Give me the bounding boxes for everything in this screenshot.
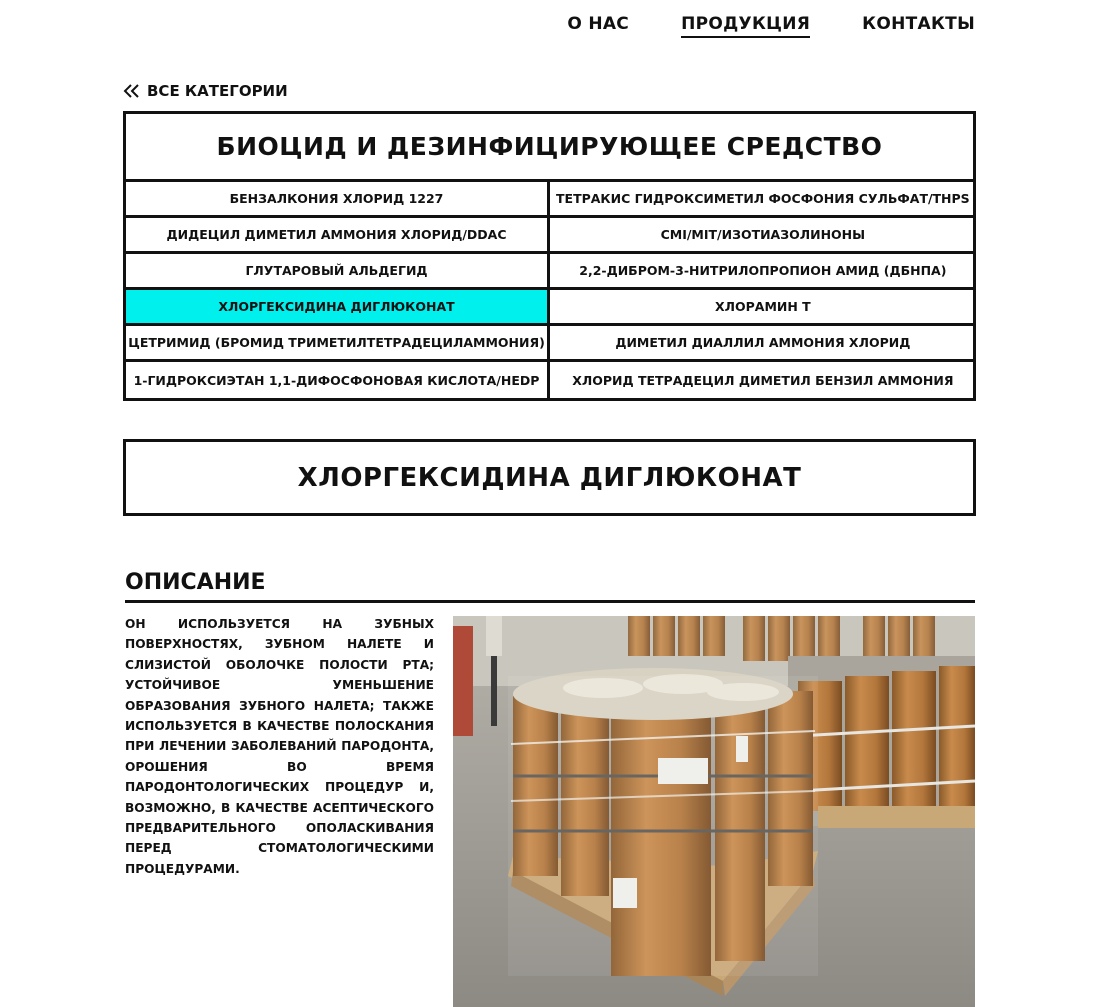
nav-about[interactable]: О НАС xyxy=(567,14,630,34)
all-categories-link[interactable] xyxy=(123,82,288,100)
main-nav xyxy=(567,14,975,38)
category-item[interactable]: БЕНЗАЛКОНИЯ ХЛОРИД 1227 xyxy=(126,182,550,218)
description-text: ОН ИСПОЛЬЗУЕТСЯ НА ЗУБНЫХ ПОВЕРХНОСТЯХ, ЗУБНОМ НАЛЕТЕ И СЛИЗИСТОЙ ОБОЛОЧКЕ ПОЛОСТИ РТА; УСТОЙЧИВОЕ УМЕНЬШЕНИЕ ОБРАЗОВАНИЯ ЗУБНОГО НАЛЕТА; ТАКЖЕ ИСПОЛЬЗУЕТСЯ В КАЧЕСТВЕ ПОЛОСКАНИЯ ПРИ ЛЕЧЕНИИ ЗАБОЛЕВАНИЙ ПАРОДОНТА, ОРОШЕНИЯ ВО ВРЕМЯ ПАРОДОНТОЛОГИЧЕСКИХ ПРОЦЕДУР И, ВОЗМОЖНО, В КАЧЕСТВЕ АСЕПТИЧЕСКОГО ПРЕДВАРИТЕЛЬНОГО ОПОЛАСКИВАНИЯ ПЕРЕД СТОМАТОЛОГИЧЕСКИМИ ПРОЦЕДУРАМИ. xyxy=(125,617,434,876)
category-item[interactable]: ТЕТРАКИС ГИДРОКСИМЕТИЛ ФОСФОНИЯ СУЛЬФАТ/THPS xyxy=(550,182,976,218)
double-chevron-left-icon xyxy=(123,82,141,100)
category-item[interactable]: ГЛУТАРОВЫЙ АЛЬДЕГИД xyxy=(126,254,550,290)
category-item[interactable]: 2,2-ДИБРОМ-3-НИТРИЛОПРОПИОН АМИД (ДБНПА) xyxy=(550,254,976,290)
all-categories-label: ВСЕ КАТЕГОРИИ xyxy=(147,82,288,100)
product-title: ХЛОРГЕКСИДИНА ДИГЛЮКОНАТ xyxy=(123,439,976,516)
category-item[interactable]: ДИДЕЦИЛ ДИМЕТИЛ АММОНИЯ ХЛОРИД/DDAC xyxy=(126,218,550,254)
pallet-drums-image xyxy=(453,616,975,1007)
category-item[interactable]: ХЛОРАМИН Т xyxy=(550,290,976,326)
category-item[interactable]: 1-ГИДРОКСИЭТАН 1,1-ДИФОСФОНОВАЯ КИСЛОТА/HEDP xyxy=(126,362,550,398)
category-item[interactable]: ЦЕТРИМИД (БРОМИД ТРИМЕТИЛТЕТРАДЕЦИЛАММОНИЯ) xyxy=(126,326,550,362)
category-item[interactable]: ХЛОРИД ТЕТРАДЕЦИЛ ДИМЕТИЛ БЕНЗИЛ АММОНИЯ xyxy=(572,372,954,388)
category-item[interactable]: CMI/MIT/ИЗОТИАЗОЛИНОНЫ xyxy=(550,218,976,254)
category-grid xyxy=(126,182,973,398)
nav-contacts[interactable]: КОНТАКТЫ xyxy=(862,14,975,34)
nav-products[interactable]: ПРОДУКЦИЯ xyxy=(681,14,810,38)
category-item[interactable]: ХЛОРГЕКСИДИНА ДИГЛЮКОНАТ xyxy=(126,290,550,326)
description-heading: ОПИСАНИЕ xyxy=(125,570,975,603)
product-photo xyxy=(453,616,975,1007)
category-table xyxy=(123,111,976,401)
category-item[interactable]: ДИМЕТИЛ ДИАЛЛИЛ АММОНИЯ ХЛОРИД xyxy=(550,326,976,362)
category-title: БИОЦИД И ДЕЗИНФИЦИРУЮЩЕЕ СРЕДСТВО xyxy=(126,114,973,182)
